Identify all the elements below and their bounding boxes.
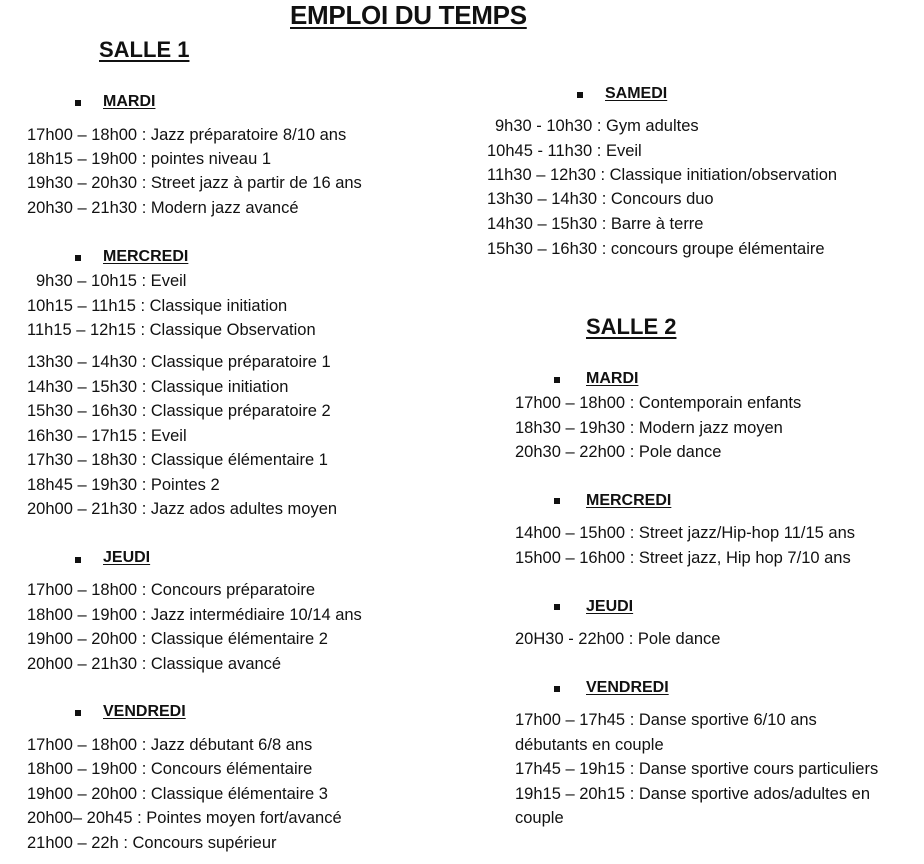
schedule-line: 17h30 – 18h30 : Classique élémentaire 1 xyxy=(27,451,328,469)
day-heading-samedi: SAMEDI xyxy=(605,85,668,102)
schedule-line: 18h45 – 19h30 : Pointes 2 xyxy=(27,476,220,494)
bullet-icon xyxy=(554,686,560,692)
schedule-line: 20H30 - 22h00 : Pole dance xyxy=(515,630,721,648)
schedule-line: couple xyxy=(515,809,564,827)
schedule-line: 19h00 – 20h00 : Classique élémentaire 3 xyxy=(27,785,328,803)
schedule-line: 10h15 – 11h15 : Classique initiation xyxy=(27,297,288,315)
schedule-line: 15h30 – 16h30 : concours groupe élémentaire xyxy=(487,240,825,258)
schedule-line: 15h00 – 16h00 : Street jazz, Hip hop 7/10 ans xyxy=(515,549,851,567)
schedule-line: 11h30 – 12h30 : Classique initiation/observation xyxy=(487,166,838,184)
schedule-line: 17h00 – 17h45 : Danse sportive 6/10 ans xyxy=(515,711,817,729)
day-heading-vendredi: VENDREDI xyxy=(586,679,669,696)
day-heading-jeudi: JEUDI xyxy=(103,549,151,566)
schedule-line: 18h00 – 19h00 : Jazz intermédiaire 10/14 ans xyxy=(27,606,362,624)
schedule-line: 17h45 – 19h15 : Danse sportive cours particuliers xyxy=(515,760,879,778)
schedule-line: 20h00– 20h45 : Pointes moyen fort/avancé xyxy=(27,809,342,827)
schedule-line: 20h30 – 21h30 : Modern jazz avancé xyxy=(27,199,299,217)
schedule-line: 13h30 – 14h30 : Classique préparatoire 1 xyxy=(27,353,331,371)
day-heading-mercredi: MERCREDI xyxy=(586,492,672,509)
schedule-line: 16h30 – 17h15 : Eveil xyxy=(27,427,187,445)
day-heading-mardi: MARDI xyxy=(586,370,639,387)
bullet-icon xyxy=(577,92,583,98)
schedule-line: 17h00 – 18h00 : Contemporain enfants xyxy=(515,394,802,412)
schedule-line: 20h00 – 21h30 : Classique avancé xyxy=(27,655,282,673)
schedule-line: 10h45 - 11h30 : Eveil xyxy=(487,142,642,160)
day-heading-jeudi: JEUDI xyxy=(586,598,634,615)
bullet-icon xyxy=(75,710,81,716)
schedule-line: 20h30 – 22h00 : Pole dance xyxy=(515,443,722,461)
bullet-icon xyxy=(554,377,560,383)
schedule-line: 18h00 – 19h00 : Concours élémentaire xyxy=(27,760,313,778)
bullet-icon xyxy=(75,255,81,261)
schedule-line: 14h00 – 15h00 : Street jazz/Hip-hop 11/15 ans xyxy=(515,524,856,542)
schedule-line: 19h30 – 20h30 : Street jazz à partir de 16 ans xyxy=(27,174,362,192)
schedule-line: 18h15 – 19h00 : pointes niveau 1 xyxy=(27,150,272,168)
schedule-line: 13h30 – 14h30 : Concours duo xyxy=(487,190,714,208)
schedule-line: 21h00 – 22h : Concours supérieur xyxy=(27,834,277,852)
day-heading-mercredi: MERCREDI xyxy=(103,248,189,265)
schedule-line: 9h30 - 10h30 : Gym adultes xyxy=(495,117,699,135)
schedule-line: 15h30 – 16h30 : Classique préparatoire 2 xyxy=(27,402,331,420)
schedule-line: 9h30 – 10h15 : Eveil xyxy=(36,272,187,290)
schedule-line: 17h00 – 18h00 : Concours préparatoire xyxy=(27,581,316,599)
day-heading-vendredi: VENDREDI xyxy=(103,703,186,720)
bullet-icon xyxy=(554,604,560,610)
schedule-line: 14h30 – 15h30 : Classique initiation xyxy=(27,378,289,396)
salle-1-heading: SALLE 1 xyxy=(99,37,190,62)
schedule-line: 14h30 – 15h30 : Barre à terre xyxy=(487,215,704,233)
schedule-line: 17h00 – 18h00 : Jazz préparatoire 8/10 ans xyxy=(27,126,347,144)
schedule-line: 20h00 – 21h30 : Jazz ados adultes moyen xyxy=(27,500,338,518)
schedule-line: 18h30 – 19h30 : Modern jazz moyen xyxy=(515,419,783,437)
bullet-icon xyxy=(75,100,81,106)
schedule-line: 19h15 – 20h15 : Danse sportive ados/adultes en xyxy=(515,785,871,803)
bullet-icon xyxy=(75,557,81,563)
bullet-icon xyxy=(554,498,560,504)
schedule-line: 11h15 – 12h15 : Classique Observation xyxy=(27,321,316,339)
day-heading-mardi: MARDI xyxy=(103,93,156,110)
schedule-line: 19h00 – 20h00 : Classique élémentaire 2 xyxy=(27,630,328,648)
schedule-line: débutants en couple xyxy=(515,736,664,754)
salle-2-heading: SALLE 2 xyxy=(586,314,677,339)
page-title: EMPLOI DU TEMPS xyxy=(290,0,527,30)
schedule-line: 17h00 – 18h00 : Jazz débutant 6/8 ans xyxy=(27,736,313,754)
